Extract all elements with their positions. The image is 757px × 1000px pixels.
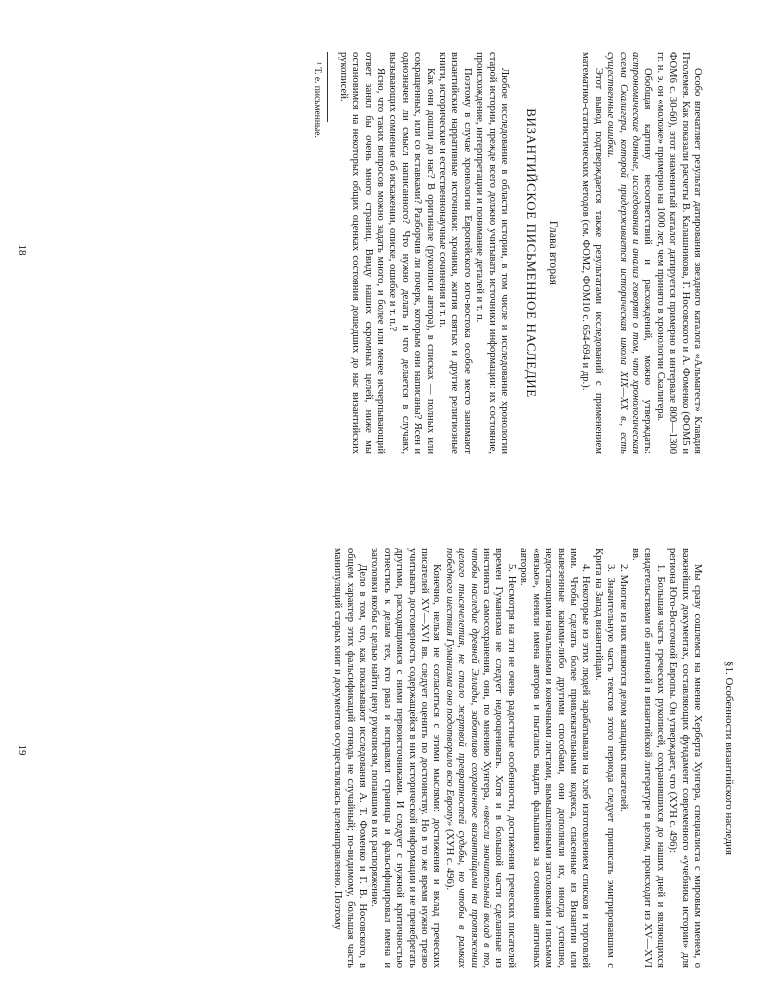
right-page [0,500,757,1000]
page-number-right: 19 [16,744,28,756]
item5-tail: (ХУН с. 496). [443,826,455,891]
list-item: 1. Большая часть греческих рукописей, сохранившихся до наших дней и являющихся свидетельствами об античной и византийской литературе в целом, происходит из XV—XVI вв. [629,548,666,968]
paragraph-summary [604,52,654,454]
chapter-title: ВИЗАНТИЙСКОЕ ПИСЬМЕННОЕ НАСЛЕДИЕ [523,108,539,398]
paragraph-almagest: Особо впечатляет результат датирования звездного каталога «Альмагест» Клавдия Птолемея. Как показали расчеты В. Калашникова, Г. Носовского и А. Фоменко (ФОМ5 и ФОМ6 с. 30-60), этот знаменитый каталог датируется примерно в интервале 800—1300 гг. н. э. он «моложе» примерно на 1000 лет, чем принято в хронологии Скалигера. [654,52,703,454]
chapter-paragraph-4: Ясно, что таких вопросов можно задать много, и более или менее исчерпывающий ответ занял бы очень много страниц. Ввиду наших скромных целей, ниже мы остановимся на некоторых общих оценках состояния дошедших до нас византийских рукописей. [337,52,387,454]
paragraph-hunger-intro: Мы сразу сошлемся на мнение Херберта Хунгера, специалиста с мировым именем, о важнейших документах, составляющих фундамент современного «учебника истории» для региона Юго-Восточной Европы. Он утверждает, что (ХУН с. 496): [667,548,703,968]
paragraph-confirmation: Этот вывод подтверждается также результатами исследований с применением математико-статистических методов (см. ФОМ2, ФОМ10 с. 654-694 и др.). [580,52,604,454]
footnote-rule [327,52,328,122]
list-item-5 [442,548,516,968]
footnote: ¹ Т. е. письменные. [312,62,323,138]
right-text-column [331,548,703,968]
paragraph-conclusion: Конечно, нельзя не согласиться с этими мыслями: достижения и вклад греческих писателей XV—XVI вв. следует оценить по достоинству. Но в то же время нужно трезво учитывать достоверность содержащейся в них исторической информации и не пренебрегать другими, расходящимися с ними первоисточниками. И следует с нужной критичностью отнестись к делам тех, кто рвал и исправлял страницы и фальсифицировал имена и заголовки якобы с целью найти цену рукописям, попавшим в их распоряжение. [369,548,443,968]
item5-plain: 5. Несмотря на эти не очень радостные особенности, достижения греческих писателей времен Гуманизма не следует недооценивать. Хотя и в большой части сделанные из инстинкта самосохранения, они, по мнению Хунгера, [481,548,517,968]
running-head: §1. Особенности византийского наследия [723,661,735,855]
hunger-list [442,548,665,968]
summary-plain: Обобщая картину несоответствий и расхождений, можно утверждать: [642,68,654,454]
list-item: 2. Многие из них являются делом западных писателей. [617,564,629,813]
chapter-paragraph-1: Любое исследование в области истории, в том числе и исследование хронологии старой истории, прежде всего должно учитывать источники информации: их состояние, происхождение, интерпретации и понимание деталей и т. п. [474,52,511,454]
list-item: 3. Значительную часть текстов этого периода следует приписать эмигрировавшим с Крита на Запад византийцам. [592,548,617,968]
chapter-paragraph-3: Как они дошли до нас? В оригинале (рукописи автора), в списках — полных или сокращенных, или со вставками? Разборчив ли почерк, которым они написаны? Ясен и однозначен ли смысл написанного? Что нужно делать и что делается в случаях, вызывающих сомнение об искажении, описке, ошибке и т. п.? [387,52,436,454]
left-text-column [311,52,703,454]
item5-quote: «внесли значительный вклад в то, чтобы наследие древней Эллады, заботливо сохраненное византийцами на протяжении целого тысячелетия, не стало жертвой превратностей судьбы, но чтобы в рамках победного шествия Гуманизма оно подотворило всю Европу» [443,548,493,968]
list-item: 4. Некоторые из этих людей зарабатывали на хлеб изготовлением списков и торговлей ими. Чтобы сделать более привлекательными кодекса, спасенные из Византии или вывезенные какими-либо другими способами, они дополняли их, иногда успешно, недостающими начальными и конечными листами, вымышленными заголовками и письмом «вязью», меняли имена авторов и пытались выдать фальшивки за сочинения античных авторов. [518,548,592,968]
paragraph-fomenko: Дело в том, что, как показывают исследования А. Т. Фоменко и Г. В. Носовского, в общем характер этих фальсификаций отнюдь не случайный; по-видимому, большая часть манипуляций старых книг и документов осуществлялась целенаправленно. Поэтому [332,548,369,968]
summary-italic: астрономические данные, исследования и анализ говорят о том, что хронологическая схема Скалигера, которой придерживается историческая школа XIX—XX в., есть существенные ошибки. [605,52,641,454]
chapter-label: Глава вторая [546,220,559,286]
chapter-paragraph-2: Поэтому в случае хронологии Европейского юго-востока особое место занимают византийские нарративные источники: хроники, жития святых и другие религиозные книги, исторические и естественнонаучные сочинения и т. п. [437,52,473,454]
page-number-left: 18 [16,244,28,256]
